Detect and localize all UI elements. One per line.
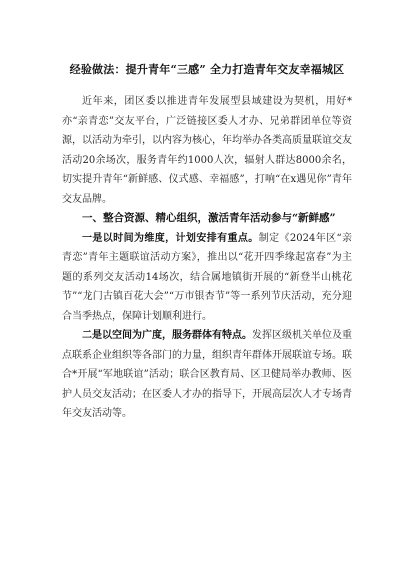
point-two-lead: 二是以空间为广度，服务群体有特点。 xyxy=(82,330,252,341)
document-title: 经验做法：提升青年“三感” 全力打造青年交友幸福城区 xyxy=(69,63,345,76)
section-heading: 一、整合资源、精心组织，激活青年活动参与“新鲜感” xyxy=(82,212,336,224)
point-one-lead: 一是以时间为维度，计划安排有重点。 xyxy=(82,232,259,244)
document-content xyxy=(62,62,352,424)
intro-paragraph: 近年来，团区委以推进青年发展型县域建设为契机，用好*亦“亲青恋”交友平台，广泛链接区委人才办、兄弟群团单位等资源，以活动为牵引，以内容为核心，年均举办各类高质量联谊交友活动20余场次，服务青年约1000人次，辐射人群达8000余名，切实提升青年“新鲜感、仪式感、幸福感”，打响“在x遇见你”青年交友品牌。 xyxy=(62,96,352,205)
point-two-paragraph xyxy=(62,326,352,424)
point-one-body: 制定《2024年区“亲青恋”青年主题联谊活动方案》，推出以“花开四季缘起富春”为主题的系列交友活动14场次，结合属地镇街开展的“新登半山桃花节”“龙门古镇百花大会”“万市银杏节”等一系列节庆活动，充分迎合当季热点，保障计划顺利进行。 xyxy=(62,232,353,322)
point-two-body: 发挥区级机关单位及重点联系企业组织等各部门的力量，组织青年群体开展联谊专场。联合*开展“军地联谊”活动；联合区教育局、区卫健局举办教师、医护人员交友活动；在区委人才办的指导下，开展高层次人才专场青年交友活动等。 xyxy=(62,330,352,419)
point-one-paragraph xyxy=(62,229,352,327)
